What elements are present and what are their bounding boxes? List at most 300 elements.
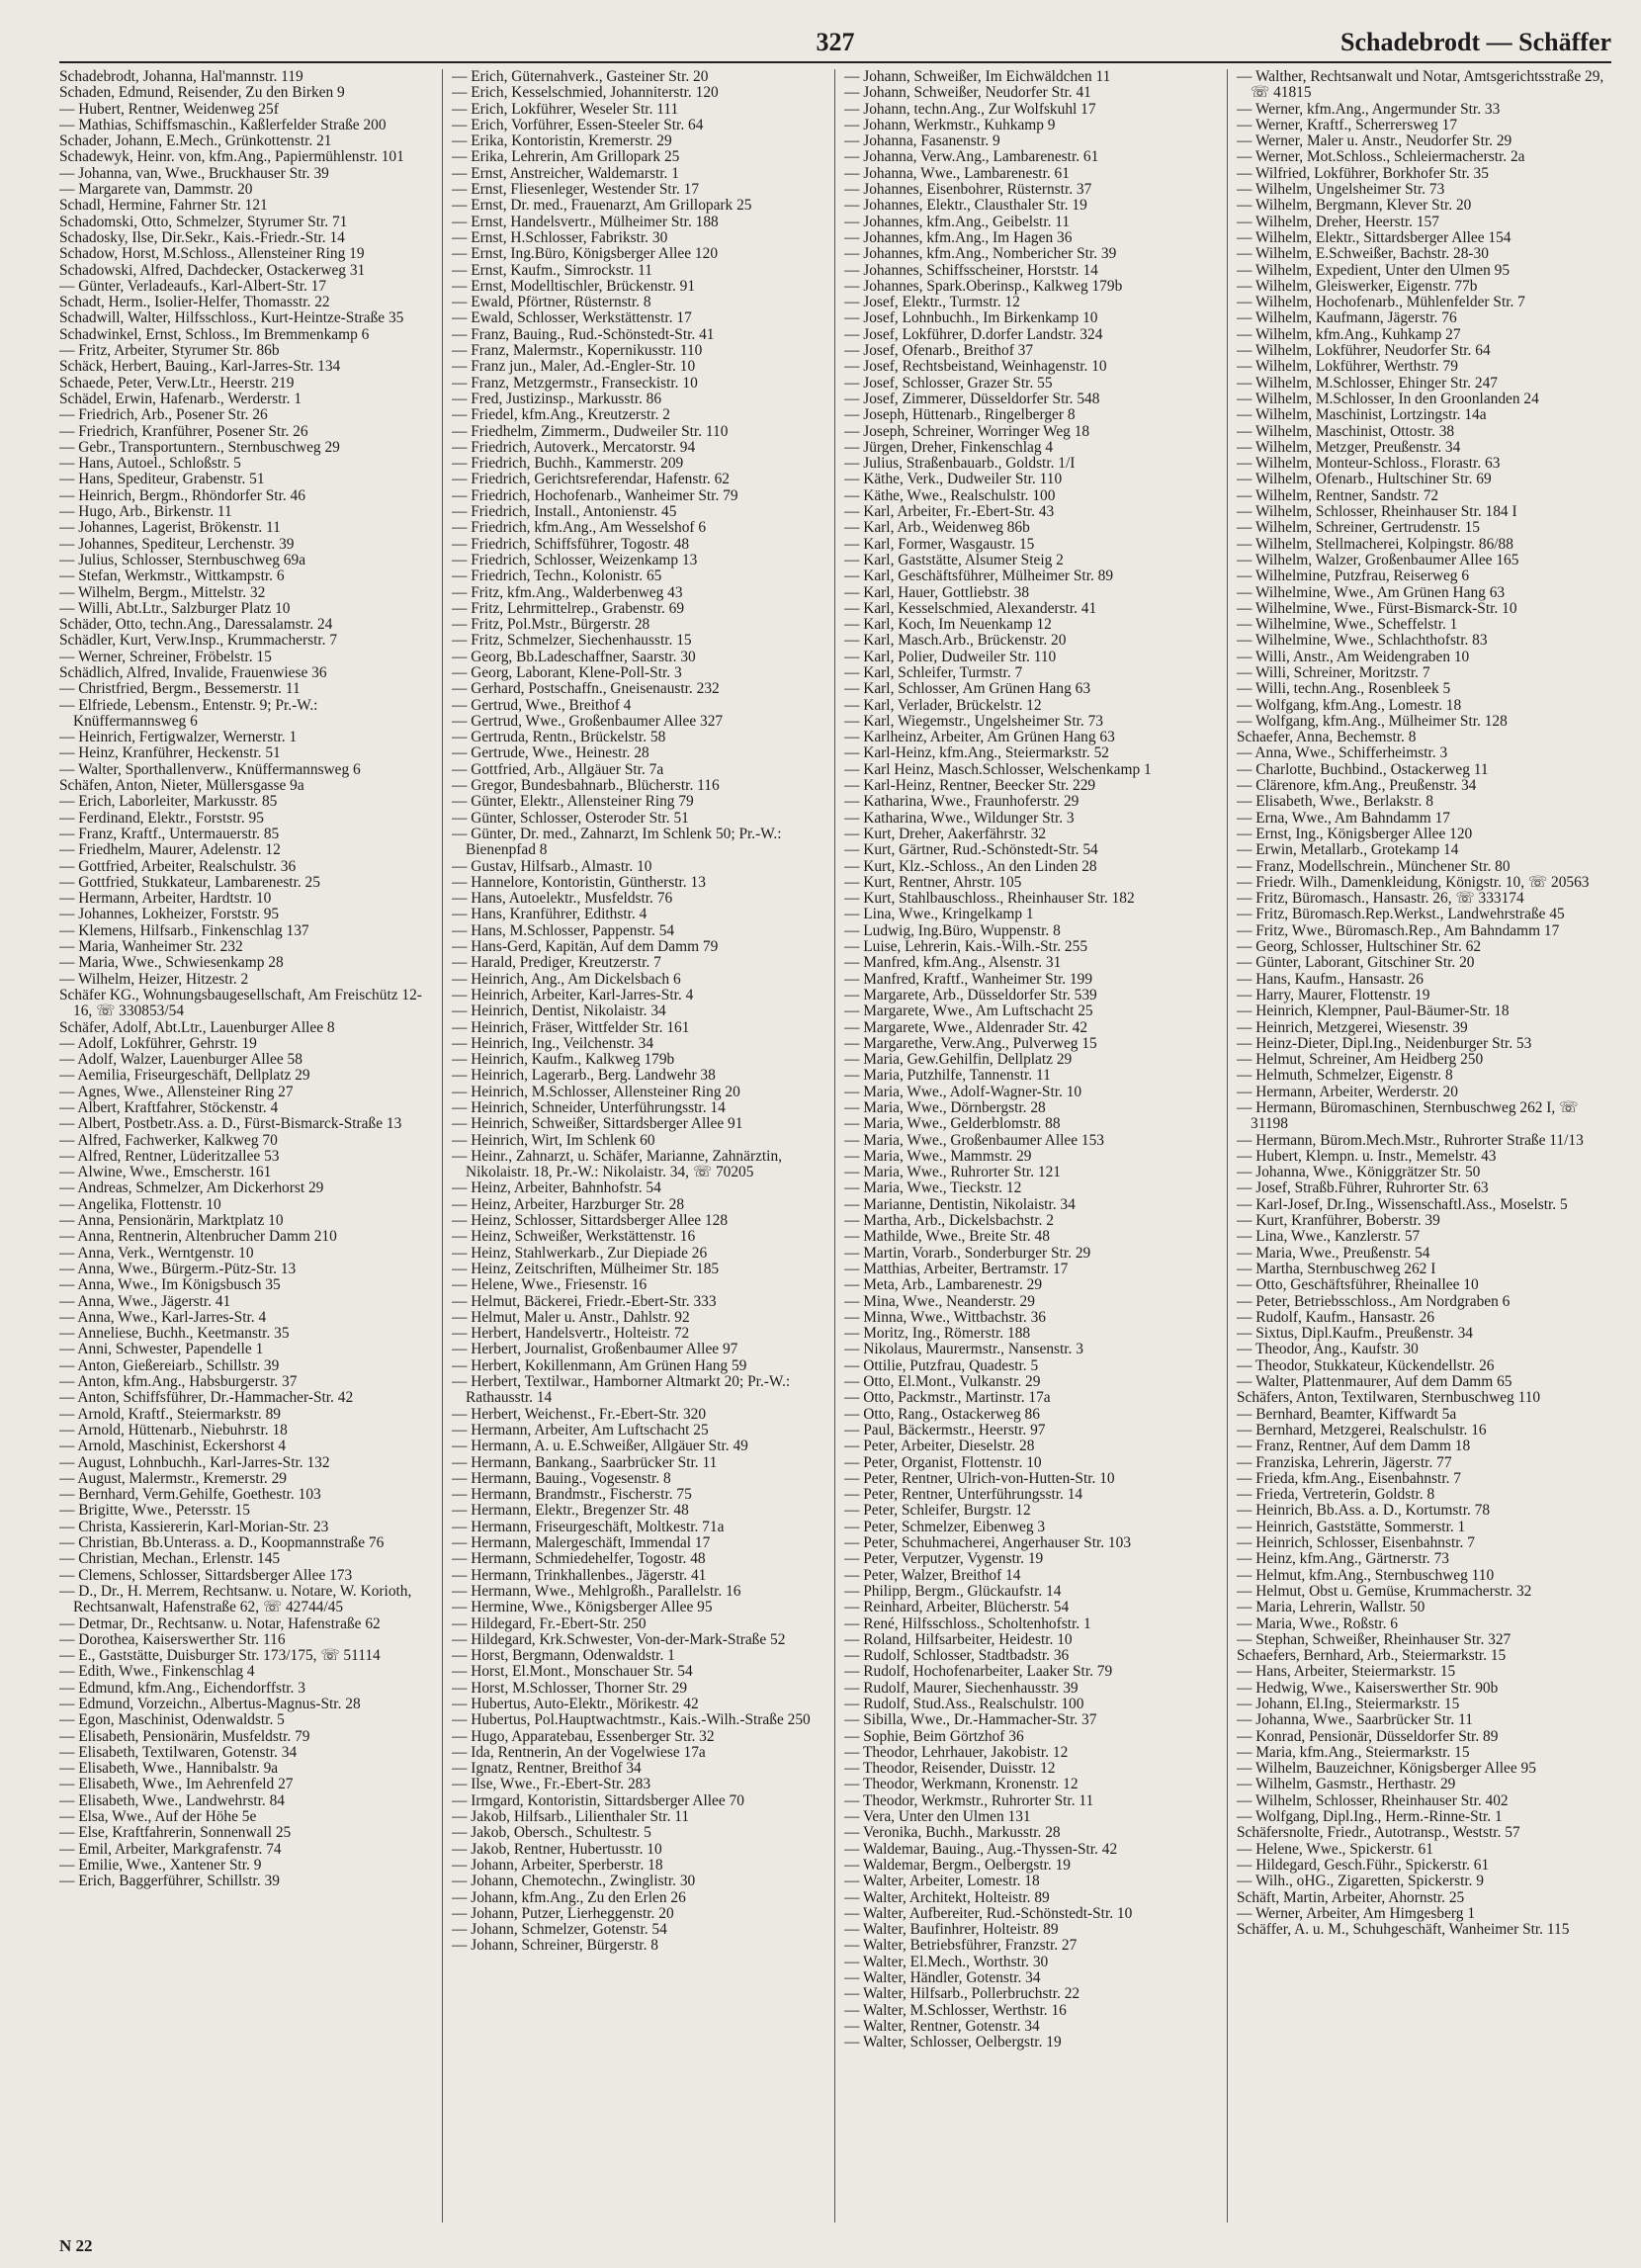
directory-entry: — Alwine, Wwe., Emscherstr. 161	[59, 1164, 272, 1181]
directory-entry: — Karl, Gaststätte, Alsumer Steig 2	[844, 551, 1064, 568]
directory-entry: — Theodor, Ang., Kaufstr. 30	[1237, 1341, 1419, 1358]
directory-entry: Schäfen, Anton, Nieter, Müllersgasse 9a	[59, 777, 304, 795]
directory-entry: — Edith, Wwe., Finkenschlag 4	[59, 1663, 255, 1681]
printer-signature: N 22	[59, 2236, 93, 2255]
directory-column-2	[452, 69, 824, 2223]
directory-entry: — Herbert, Textilwar., Hamborner Altmarkt 20; Pr.-W.: Rathausstr. 14	[452, 1373, 791, 1407]
directory-entry: — Jürgen, Dreher, Finkenschlag 4	[844, 438, 1054, 456]
directory-entry: — Wilhelm, Schlosser, Rheinhauser Str. 402	[1237, 1791, 1509, 1809]
directory-entry: — Herbert, Handelsvertr., Holteistr. 72	[452, 1325, 690, 1343]
directory-entry: — Elisabeth, Wwe., Berlakstr. 8	[1237, 793, 1433, 811]
directory-entry: — Ernst, Fliesenleger, Westender Str. 17	[452, 181, 700, 199]
directory-entry: — Franz, Modellschrein., Münchener Str. 80	[1237, 857, 1511, 875]
directory-entry: — Erwin, Metallarb., Grotekamp 14	[1237, 841, 1459, 859]
directory-entry: Schäft, Martin, Arbeiter, Ahornstr. 25	[1237, 1888, 1465, 1906]
directory-entry: — Wilhelm, Rentner, Sandstr. 72	[1237, 486, 1439, 504]
directory-entry: — Georg, Schlosser, Hultschiner Str. 62	[1237, 938, 1482, 956]
directory-entry: — Hermann, Arbeiter, Hardtstr. 10	[59, 890, 272, 908]
directory-entry: — Meta, Arb., Lambarenestr. 29	[844, 1276, 1043, 1294]
directory-entry: — Heinrich, Ang., Am Dickelsbach 6	[452, 970, 681, 988]
directory-column-4	[1237, 69, 1609, 2223]
directory-entry: — Friedrich, Buchh., Kammerstr. 209	[452, 455, 684, 473]
directory-entry: — Hans, Kaufm., Hansastr. 26	[1237, 970, 1424, 988]
directory-entry: — Walter, M.Schlosser, Werthstr. 16	[844, 2001, 1067, 2019]
directory-entry: — Karl-Heinz, Rentner, Beecker Str. 229	[844, 777, 1096, 795]
directory-entry: — Anton, Gießereiarb., Schillstr. 39	[59, 1356, 280, 1374]
directory-entry: — Harald, Prediger, Kreutzerstr. 7	[452, 954, 661, 972]
directory-entry: — Rudolf, Hochofenarbeiter, Laaker Str. 79	[844, 1663, 1113, 1681]
directory-entry: — Johanna, Verw.Ang., Lambarenestr. 61	[844, 148, 1099, 166]
directory-entry: — Hermann, Wwe., Mehlgroßh., Parallelstr. 16	[452, 1582, 741, 1600]
directory-entry: — Franz, Kraftf., Untermauerstr. 85	[59, 825, 280, 842]
directory-entry: — Heinrich, Lagerarb., Berg. Landwehr 38	[452, 1067, 716, 1085]
directory-entry: — Klemens, Hilfsarb., Finkenschlag 137	[59, 921, 309, 939]
directory-entry: — Erich, Güternahverk., Gasteiner Str. 20	[452, 69, 709, 85]
directory-entry: — Lina, Wwe., Kanzlerstr. 57	[1237, 1228, 1421, 1246]
directory-entry: — Walther, Rechtsanwalt und Notar, Amtsgerichtsstraße 29, ☏ 41815	[1237, 69, 1604, 102]
directory-entry: — Fritz, Büromasch., Hansastr. 26, ☏ 333174	[1237, 890, 1524, 908]
directory-entry: — Wolfgang, kfm.Ang., Lomestr. 18	[1237, 696, 1462, 714]
directory-entry: — Günter, Dr. med., Zahnarzt, Im Schlenk 50; Pr.-W.: Bienenpfad 8	[452, 825, 782, 859]
directory-entry: — Wilhelm, Bergm., Mittelstr. 32	[59, 583, 266, 601]
directory-entry: — Martha, Arb., Dickelsbachstr. 2	[844, 1212, 1055, 1230]
directory-entry: — Johannes, Lagerist, Brökenstr. 11	[59, 519, 281, 537]
directory-entry: — Margarete van, Dammstr. 20	[59, 181, 253, 199]
directory-entry: Schadwill, Walter, Hilfsschloss., Kurt-Heintze-Straße 35	[59, 309, 404, 327]
directory-entry: — Anna, Wwe., Bürgerm.-Pütz-Str. 13	[59, 1260, 297, 1277]
directory-entry: — Maria, Wwe., Schwiesenkamp 28	[59, 954, 284, 972]
directory-entry: — Peter, Organist, Flottenstr. 10	[844, 1453, 1042, 1471]
directory-entry: — Johanna, van, Wwe., Bruckhauser Str. 39	[59, 164, 329, 182]
directory-entry: — Ernst, Modelltischler, Brückenstr. 91	[452, 277, 696, 295]
directory-entry: — Hubertus, Auto-Elektr., Mörikestr. 42	[452, 1695, 699, 1712]
directory-entry: — Stephan, Schweißer, Rheinhauser Str. 327	[1237, 1630, 1511, 1648]
directory-entry: — Wilhelm, Elektr., Sittardsberger Allee 154	[1237, 228, 1511, 246]
directory-entry: — Elisabeth, Wwe., Im Aehrenfeld 27	[59, 1776, 294, 1793]
directory-entry: — Katharina, Wwe., Wildunger Str. 3	[844, 809, 1075, 827]
directory-entry: — Helmut, kfm.Ang., Sternbuschweg 110	[1237, 1566, 1495, 1584]
directory-entry: — Friedrich, Schlosser, Weizenkamp 13	[452, 551, 698, 568]
directory-entry: — Josef, Elektr., Turmstr. 12	[844, 294, 1020, 311]
directory-entry: — Gregor, Bundesbahnarb., Blücherstr. 116	[452, 777, 720, 795]
directory-entry: — Mina, Wwe., Neanderstr. 29	[844, 1292, 1035, 1310]
directory-entry: — Herbert, Weichenst., Fr.-Ebert-Str. 320	[452, 1405, 707, 1423]
directory-entry: — Franz, Bauing., Rud.-Schönstedt-Str. 41	[452, 325, 715, 343]
directory-entry: — Charlotte, Buchbind., Ostackerweg 11	[1237, 760, 1489, 778]
directory-entry: — Karl, Arbeiter, Fr.-Ebert-Str. 43	[844, 503, 1055, 521]
directory-entry: — Wilhelm, Heizer, Hitzestr. 2	[59, 970, 249, 988]
directory-entry: — Willi, Schreiner, Moritzstr. 7	[1237, 663, 1430, 681]
directory-entry: — Karl, Verlader, Brückelstr. 12	[844, 696, 1042, 714]
directory-entry: — Margarethe, Verw.Ang., Pulverweg 15	[844, 1034, 1097, 1052]
directory-entry: Schadomski, Otto, Schmelzer, Styrumer Str. 71	[59, 213, 348, 230]
directory-entry: — Friedrich, kfm.Ang., Am Wesselshof 6	[452, 519, 707, 537]
directory-entry: — Kurt, Gärtner, Rud.-Schönstedt-Str. 54	[844, 841, 1098, 859]
directory-entry: — Ilse, Wwe., Fr.-Ebert-Str. 283	[452, 1776, 651, 1793]
directory-entry: — Johann, kfm.Ang., Zu den Erlen 26	[452, 1888, 686, 1906]
directory-entry: — Alfred, Fachwerker, Kalkweg 70	[59, 1131, 278, 1149]
directory-entry: — Hans, Autoel., Schloßstr. 5	[59, 455, 241, 473]
directory-entry: — Peter, Rentner, Ulrich-von-Hutten-Str. 10	[844, 1469, 1115, 1487]
directory-entry: — Wilhelm, Lokführer, Neudorfer Str. 64	[1237, 342, 1491, 360]
directory-entry: — Werner, Schreiner, Fröbelstr. 15	[59, 648, 272, 665]
directory-entry: — Theodor, Werkmann, Kronenstr. 12	[844, 1776, 1079, 1793]
directory-entry: — Ernst, H.Schlosser, Fabrikstr. 30	[452, 228, 668, 246]
directory-entry: — Philipp, Bergm., Glückaufstr. 14	[844, 1582, 1062, 1600]
directory-entry: — Emilie, Wwe., Xantener Str. 9	[59, 1856, 262, 1874]
directory-entry: — Friedrich, Hochofenarb., Wanheimer Str. 79	[452, 486, 738, 504]
directory-entry: — Julius, Schlosser, Sternbuschweg 69a	[59, 551, 306, 568]
directory-entry: — Hans, Autoelektr., Musfeldstr. 76	[452, 890, 673, 908]
directory-entry: — Johann, Schmelzer, Gotenstr. 54	[452, 1921, 667, 1939]
directory-entry: — Wilhelm, Stellmacherei, Kolpingstr. 86/88	[1237, 535, 1513, 553]
directory-entry: — Hermann, Arbeiter, Werderstr. 20	[1237, 1083, 1458, 1100]
directory-entry: — Franziska, Lehrerin, Jägerstr. 77	[1237, 1453, 1452, 1471]
directory-entry: — Heinz, Schlosser, Sittardsberger Allee 128	[452, 1212, 729, 1230]
directory-entry: — Veronika, Buchh., Markusstr. 28	[844, 1824, 1061, 1842]
directory-entry: — Maria, Wanheimer Str. 232	[59, 938, 243, 956]
directory-entry: — Karl, Schleifer, Turmstr. 7	[844, 663, 1023, 681]
directory-entry: — Ignatz, Rentner, Breithof 34	[452, 1760, 642, 1778]
directory-entry: — Werner, Arbeiter, Am Himgesberg 1	[1237, 1904, 1476, 1922]
directory-entry: — Horst, M.Schlosser, Thorner Str. 29	[452, 1679, 688, 1697]
directory-entry: — Rudolf, Kaufm., Hansastr. 26	[1237, 1308, 1435, 1326]
directory-entry: — Rudolf, Schlosser, Stadtbadstr. 36	[844, 1647, 1070, 1665]
directory-entry: — Gebr., Transportuntern., Sternbuschweg 29	[59, 438, 340, 456]
directory-entry: — Wilhelm, Gleiswerker, Eigenstr. 77b	[1237, 277, 1478, 295]
directory-entry: — Hermann, A. u. E.Schweißer, Allgäuer Str. 49	[452, 1438, 748, 1455]
directory-entry: — Werner, Mot.Schloss., Schleiermacherstr. 2a	[1237, 148, 1525, 166]
directory-entry: — Heinrich, Ing., Veilchenstr. 34	[452, 1034, 654, 1052]
directory-entry: — Hermann, Elektr., Bregenzer Str. 48	[452, 1502, 689, 1520]
directory-entry: — Aemilia, Friseurgeschäft, Dellplatz 29	[59, 1067, 310, 1085]
directory-entry: — Ernst, Ing.Büro, Königsberger Allee 120	[452, 245, 719, 263]
directory-entry: — Fritz, Büromasch.Rep.Werkst., Landwehrstraße 45	[1237, 906, 1565, 923]
directory-entry: — Erich, Kesselschmied, Johanniterstr. 120	[452, 84, 719, 102]
directory-entry: — Joseph, Schreiner, Worringer Weg 18	[844, 422, 1090, 440]
directory-entry: — Hermann, Friseurgeschäft, Moltkestr. 71a	[452, 1518, 725, 1535]
directory-entry: — Peter, Arbeiter, Dieselstr. 28	[844, 1438, 1035, 1455]
directory-entry: — Theodor, Reisender, Duisstr. 12	[844, 1760, 1056, 1778]
directory-entry: Schader, Johann, E.Mech., Grünkottenstr. 21	[59, 132, 332, 150]
directory-entry: — Gertrude, Wwe., Heinestr. 28	[452, 744, 649, 762]
directory-entry: — Nikolaus, Maurermstr., Nansenstr. 3	[844, 1341, 1083, 1358]
directory-entry: — Johanna, Wwe., Saarbrücker Str. 11	[1237, 1711, 1473, 1729]
directory-entry: — Hugo, Arb., Birkenstr. 11	[59, 503, 232, 521]
directory-entry: — Wilhelm, M.Schlosser, Ehinger Str. 247	[1237, 374, 1498, 392]
directory-entry: — Friedhelm, Maurer, Adelenstr. 12	[59, 841, 281, 859]
directory-entry: — Hermann, Brandmstr., Fischerstr. 75	[452, 1486, 692, 1504]
directory-column-3	[844, 69, 1217, 2223]
directory-entry: — Johann, Werkmstr., Kuhkamp 9	[844, 116, 1056, 133]
directory-entry: — Arnold, Hüttenarb., Niebuhrstr. 18	[59, 1421, 288, 1439]
directory-entry: — Johannes, Schiffsscheiner, Horststr. 14	[844, 261, 1098, 279]
directory-entry: — Walter, Rentner, Gotenstr. 34	[844, 2017, 1040, 2035]
directory-entry: — Luise, Lehrerin, Kais.-Wilh.-Str. 255	[844, 938, 1088, 956]
directory-entry: — Emil, Arbeiter, Markgrafenstr. 74	[59, 1840, 282, 1858]
directory-entry: — Heinrich, Klempner, Paul-Bäumer-Str. 18	[1237, 1003, 1510, 1020]
directory-entry: — Helmut, Bäckerei, Friedr.-Ebert-Str. 333	[452, 1292, 717, 1310]
directory-entry: — Hermann, Arbeiter, Am Luftschacht 25	[452, 1421, 709, 1439]
directory-entry: Schäfersnolte, Friedr., Autotransp., Weststr. 57	[1237, 1824, 1520, 1842]
directory-entry: — Heinr., Zahnarzt, u. Schäfer, Marianne, Zahnärztin, Nikolaistr. 18, Pr.-W.: Nikolaistr. 34, ☏ 70205	[452, 1147, 782, 1181]
directory-entry: — Waldemar, Bauing., Aug.-Thyssen-Str. 42	[844, 1840, 1118, 1858]
directory-entry: — Wilhelm, Gasmstr., Herthastr. 29	[1237, 1776, 1456, 1793]
directory-entry: — Wolfgang, kfm.Ang., Mülheimer Str. 128	[1237, 712, 1508, 730]
directory-entry: — Jakob, Obersch., Schultestr. 5	[452, 1824, 651, 1842]
directory-entry: — Herbert, Journalist, Großenbaumer Allee 97	[452, 1341, 738, 1358]
directory-entry: — Marianne, Dentistin, Nikolaistr. 34	[844, 1195, 1076, 1213]
directory-entry: Schäfer, Adolf, Abt.Ltr., Lauenburger Allee 8	[59, 1018, 335, 1036]
directory-entry: — Christa, Kassiererin, Karl-Morian-Str. 23	[59, 1518, 329, 1535]
directory-entry: — Ernst, Dr. med., Frauenarzt, Am Grillopark 25	[452, 197, 752, 215]
directory-entry: — Heinrich, Wirt, Im Schlenk 60	[452, 1131, 655, 1149]
directory-entry: — Wilhelmine, Wwe., Am Grünen Hang 63	[1237, 583, 1506, 601]
directory-entry: — Else, Kraftfahrerin, Sonnenwall 25	[59, 1824, 292, 1842]
directory-entry: — Lina, Wwe., Kringelkamp 1	[844, 906, 1034, 923]
directory-entry: Schädler, Kurt, Verw.Insp., Krummacherstr. 7	[59, 632, 338, 650]
directory-entry: — Wilhelmine, Wwe., Fürst-Bismarck-Str. 10	[1237, 599, 1517, 617]
directory-entry: — Karl Heinz, Masch.Schlosser, Welschenkamp 1	[844, 760, 1152, 778]
directory-entry: Schadosky, Ilse, Dir.Sekr., Kais.-Friedr.-Str. 14	[59, 228, 345, 246]
directory-entry: — Wilh., oHG., Zigaretten, Spickerstr. 9	[1237, 1873, 1485, 1890]
directory-entry: — Karl, Arb., Weidenweg 86b	[844, 519, 1030, 537]
directory-entry: — Heinz, kfm.Ang., Gärtnerstr. 73	[1237, 1550, 1449, 1568]
directory-entry: — D., Dr., H. Merrem, Rechtsanw. u. Notare, W. Korioth, Rechtsanwalt, Hafenstraße 62, ☏ 42744/45	[59, 1582, 412, 1616]
directory-entry: — Ludwig, Ing.Büro, Wuppenstr. 8	[844, 921, 1061, 939]
directory-entry: — Wilhelm, Bergmann, Klever Str. 20	[1237, 197, 1472, 215]
directory-entry: — Walter, Baufinhrer, Holteistr. 89	[844, 1921, 1059, 1939]
directory-entry: — Walter, Hilfsarb., Pollerbruchstr. 22	[844, 1985, 1080, 2003]
directory-entry: — Hermann, Bauing., Vogesenstr. 8	[452, 1469, 671, 1487]
directory-entry: — Paul, Bäckermstr., Heerstr. 97	[844, 1421, 1046, 1439]
directory-entry: — Wilhelm, Schreiner, Gertrudenstr. 15	[1237, 519, 1480, 537]
directory-entry: — Heinz, Arbeiter, Harzburger Str. 28	[452, 1195, 685, 1213]
directory-entry: — Kurt, Klz.-Schloss., An den Linden 28	[844, 857, 1097, 875]
directory-entry: — Maria, Wwe., Adolf-Wagner-Str. 10	[844, 1083, 1082, 1100]
directory-entry: — Heinz, Schweißer, Werkstättenstr. 16	[452, 1228, 696, 1246]
directory-entry: — Waldemar, Bergm., Oelbergstr. 19	[844, 1856, 1071, 1874]
directory-entry: — Christian, Bb.Unterass. a. D., Koopmannstraße 76	[59, 1534, 385, 1552]
directory-entry: Schädlich, Alfred, Invalide, Frauenwiese 36	[59, 663, 327, 681]
directory-entry: — Heinz, Kranführer, Heckenstr. 51	[59, 744, 281, 762]
directory-entry: — Hermann, Bankang., Saarbrücker Str. 11	[452, 1453, 718, 1471]
directory-entry: — Johann, Schweißer, Im Eichwäldchen 11	[844, 69, 1111, 85]
directory-entry: — Walter, Arbeiter, Lomestr. 18	[844, 1873, 1040, 1890]
directory-entry: — Josef, Ofenarb., Breithof 37	[844, 342, 1034, 360]
directory-entry: Schadwinkel, Ernst, Schloss., Im Bremmenkamp 6	[59, 325, 370, 343]
directory-entry: — Wilhelm, E.Schweißer, Bachstr. 28-30	[1237, 245, 1489, 263]
directory-entry: — Walter, Betriebsführer, Franzstr. 27	[844, 1937, 1078, 1955]
directory-entry: — Anna, Wwe., Schifferheimstr. 3	[1237, 744, 1448, 762]
directory-entry: — Kurt, Rentner, Ahrstr. 105	[844, 873, 1022, 891]
directory-entry: — Otto, El.Mont., Vulkanstr. 29	[844, 1373, 1041, 1391]
directory-entry: — Hubert, Rentner, Weidenweg 25f	[59, 100, 279, 118]
directory-entry: — Brigitte, Wwe., Petersstr. 15	[59, 1502, 250, 1520]
header-rule	[59, 61, 1611, 63]
directory-entry: — Wilhelm, Ofenarb., Hultschiner Str. 69	[1237, 471, 1492, 488]
directory-entry: — Walter, Plattenmaurer, Auf dem Damm 65	[1237, 1373, 1512, 1391]
directory-entry: — Detmar, Dr., Rechtsanw. u. Notar, Hafenstraße 62	[59, 1614, 381, 1632]
directory-entry: — Franz, Rentner, Auf dem Damm 18	[1237, 1438, 1471, 1455]
directory-entry: — Elisabeth, Wwe., Landwehrstr. 84	[59, 1791, 285, 1809]
directory-entry: — Josef, Schlosser, Grazer Str. 55	[844, 374, 1053, 392]
directory-entry: — Karl, Polier, Dudweiler Str. 110	[844, 648, 1057, 665]
directory-entry: — Heinrich, Schweißer, Sittardsberger Allee 91	[452, 1115, 743, 1133]
directory-entry: — Elisabeth, Pensionärin, Musfeldstr. 79	[59, 1727, 310, 1745]
directory-entry: — Maria, Wwe., Ruhrorter Str. 121	[844, 1164, 1061, 1181]
directory-entry: — Johann, Schweißer, Neudorfer Str. 41	[844, 84, 1091, 102]
directory-entry: Schäder, Otto, techn.Ang., Daressalamstr. 24	[59, 616, 333, 634]
directory-entry: — Günter, Schlosser, Osteroder Str. 51	[452, 809, 689, 827]
directory-entry: — Friedhelm, Zimmerm., Dudweiler Str. 110	[452, 422, 729, 440]
directory-entry: — Erika, Lehrerin, Am Grillopark 25	[452, 148, 680, 166]
directory-entry: — Hans, M.Schlosser, Pappenstr. 54	[452, 921, 675, 939]
directory-entry: — Julius, Straßenbauarb., Goldstr. 1/I	[844, 455, 1076, 473]
directory-entry: — Otto, Rang., Ostackerweg 86	[844, 1405, 1040, 1423]
directory-entry: — Maria, Putzhilfe, Tannenstr. 11	[844, 1067, 1051, 1085]
directory-entry: — Franz, Metzgermstr., Franseckistr. 10	[452, 374, 698, 392]
directory-entry: — Johann, Arbeiter, Sperberstr. 18	[452, 1856, 663, 1874]
directory-entry: — Wilhelmine, Wwe., Schlachthofstr. 83	[1237, 632, 1488, 650]
directory-entry: — Edmund, Vorzeichn., Albertus-Magnus-Str. 28	[59, 1695, 361, 1712]
directory-entry: — Helene, Wwe., Friesenstr. 16	[452, 1276, 648, 1294]
directory-entry: — Anna, Verk., Werntgenstr. 10	[59, 1244, 254, 1262]
directory-entry: — Johannes, kfm.Ang., Geibelstr. 11	[844, 213, 1071, 230]
directory-entry: — Karl, Geschäftsführer, Mülheimer Str. 89	[844, 567, 1114, 585]
directory-entry: — Johann, Schreiner, Bürgerstr. 8	[452, 1937, 658, 1955]
directory-entry: — Wolfgang, Dipl.Ing., Herm.-Rinne-Str. 1	[1237, 1808, 1503, 1826]
directory-entry: — Peter, Rentner, Unterführungsstr. 14	[844, 1486, 1083, 1504]
directory-entry: — Maria, Wwe., Dörnbergstr. 28	[844, 1099, 1046, 1116]
directory-entry: — Franz, Malermstr., Kopernikusstr. 110	[452, 342, 703, 360]
directory-entry: — Kurt, Dreher, Aakerfährstr. 32	[844, 825, 1047, 842]
directory-entry: — Helmuth, Schmelzer, Eigenstr. 8	[1237, 1067, 1453, 1085]
directory-columns	[59, 69, 1611, 2223]
directory-entry: — Karl, Masch.Arb., Brückenstr. 20	[844, 632, 1067, 650]
directory-entry: — Wilhelm, kfm.Ang., Kuhkamp 27	[1237, 325, 1461, 343]
directory-entry: — August, Malermstr., Kremerstr. 29	[59, 1469, 287, 1487]
directory-entry: — Ernst, Ing., Königsberger Allee 120	[1237, 825, 1473, 842]
directory-entry: — Otto, Packmstr., Martinstr. 17a	[844, 1389, 1051, 1407]
directory-entry: — Herbert, Kokillenmann, Am Grünen Hang 59	[452, 1356, 747, 1374]
directory-entry: — Maria, Wwe., Mammstr. 29	[844, 1147, 1032, 1165]
directory-entry: — Wilhelm, Lokführer, Werthstr. 79	[1237, 358, 1458, 376]
directory-entry: — Heinz, Arbeiter, Bahnhofstr. 54	[452, 1179, 661, 1197]
directory-entry: Schadowski, Alfred, Dachdecker, Ostackerweg 31	[59, 261, 366, 279]
directory-entry: — Johann, techn.Ang., Zur Wolfskuhl 17	[844, 100, 1096, 118]
directory-entry: — Willi, techn.Ang., Rosenbleek 5	[1237, 680, 1451, 698]
directory-entry: — Josef, Lohnbuchh., Im Birkenkamp 10	[844, 309, 1098, 327]
directory-entry: — Walter, Händler, Gotenstr. 34	[844, 1969, 1041, 1987]
directory-entry: — Wilhelmine, Wwe., Scheffelstr. 1	[1237, 616, 1458, 634]
directory-entry: — Margarete, Wwe., Aldenrader Str. 42	[844, 1018, 1088, 1036]
directory-entry: Schäffer, A. u. M., Schuhgeschäft, Wanheimer Str. 115	[1237, 1921, 1570, 1939]
directory-entry: — Josef, Rechtsbeistand, Weinhagenstr. 10	[844, 358, 1107, 376]
directory-entry: — Walter, Architekt, Holteistr. 89	[844, 1888, 1050, 1906]
directory-entry: — Willi, Anstr., Am Weidengraben 10	[1237, 648, 1470, 665]
directory-entry: — Maria, Wwe., Großenbaumer Allee 153	[844, 1131, 1104, 1149]
directory-entry: — Peter, Schmelzer, Eibenweg 3	[844, 1518, 1046, 1535]
directory-entry: — Arnold, Kraftf., Steiermarkstr. 89	[59, 1405, 281, 1423]
directory-entry: — Maria, Wwe., Tieckstr. 12	[844, 1179, 1022, 1197]
directory-entry: Schadt, Herm., Isolier-Helfer, Thomasstr. 22	[59, 294, 330, 311]
directory-entry: — Katharina, Wwe., Fraunhoferstr. 29	[844, 793, 1080, 811]
directory-entry: — Mathias, Schiffsmaschin., Kaßlerfelder Straße 200	[59, 116, 387, 133]
directory-entry: Schädel, Erwin, Hafenarb., Werderstr. 1	[59, 390, 302, 407]
directory-entry: — Gottfried, Arb., Allgäuer Str. 7a	[452, 760, 664, 778]
directory-entry: — Karl, Former, Wasgaustr. 15	[844, 535, 1035, 553]
directory-entry: — Peter, Schuhmacherei, Angerhauser Str. 103	[844, 1534, 1132, 1552]
directory-column-1	[59, 69, 432, 2223]
directory-entry: — Wilhelm, Kaufmann, Jägerstr. 76	[1237, 309, 1457, 327]
directory-entry: — Kurt, Kranführer, Boberstr. 39	[1237, 1212, 1440, 1230]
directory-entry: Schäfer KG., Wohnungsbaugesellschaft, Am Freischütz 12-16, ☏ 330853/54	[59, 986, 422, 1020]
directory-entry: — Heinrich, Arbeiter, Karl-Jarres-Str. 4	[452, 986, 694, 1003]
directory-entry: — Ottilie, Putzfrau, Quadestr. 5	[844, 1356, 1039, 1374]
directory-entry: — Georg, Bb.Ladeschaffner, Saarstr. 30	[452, 648, 696, 665]
directory-entry: — Gertruda, Rentn., Brückelstr. 58	[452, 729, 666, 746]
directory-entry: — Hannelore, Kontoristin, Güntherstr. 13	[452, 873, 706, 891]
directory-entry: Schadow, Horst, M.Schloss., Allensteiner Ring 19	[59, 245, 365, 263]
directory-entry: — Gertrud, Wwe., Großenbaumer Allee 327	[452, 712, 724, 730]
directory-entry: — Hans, Spediteur, Grabenstr. 51	[59, 471, 265, 488]
directory-entry: Schaefers, Bernhard, Arb., Steiermarkstr. 15	[1237, 1647, 1507, 1665]
directory-entry: — Maria, Wwe., Gelderblomstr. 88	[844, 1115, 1061, 1133]
directory-entry: — Heinrich, Kaufm., Kalkweg 179b	[452, 1051, 675, 1069]
directory-entry: — Johanna, Fasanenstr. 9	[844, 132, 1000, 150]
directory-entry: — Günter, Laborant, Gitschiner Str. 20	[1237, 954, 1475, 972]
directory-entry: — Anton, kfm.Ang., Habsburgerstr. 37	[59, 1373, 298, 1391]
directory-entry: — Peter, Verputzer, Vygenstr. 19	[844, 1550, 1044, 1568]
directory-entry: — Otto, Geschäftsführer, Rheinallee 10	[1237, 1276, 1479, 1294]
directory-entry: — Hermine, Wwe., Königsberger Allee 95	[452, 1599, 713, 1616]
directory-entry: — Adolf, Lokführer, Gehrstr. 19	[59, 1034, 257, 1052]
directory-entry: — Bernhard, Beamter, Kiffwardt 5a	[1237, 1405, 1457, 1423]
directory-entry: — Maria, kfm.Ang., Steiermarkstr. 15	[1237, 1743, 1470, 1761]
directory-entry: — Johannes, kfm.Ang., Im Hagen 36	[844, 228, 1073, 246]
directory-entry: Schadl, Hermine, Fahrner Str. 121	[59, 197, 268, 215]
directory-entry: — Gertrud, Wwe., Breithof 4	[452, 696, 632, 714]
directory-entry: — Friedr. Wilh., Damenkleidung, Königstr. 10, ☏ 20563	[1237, 873, 1590, 891]
directory-entry: — Willi, Abt.Ltr., Salzburger Platz 10	[59, 599, 291, 617]
directory-entry: — Johannes, Lokheizer, Forststr. 95	[59, 906, 280, 923]
directory-entry: — Joseph, Hüttenarb., Ringelberger 8	[844, 406, 1076, 424]
directory-entry: — Hugo, Apparatebau, Essenberger Str. 32	[452, 1727, 715, 1745]
directory-entry: — Horst, Bergmann, Odenwaldstr. 1	[452, 1647, 675, 1665]
directory-entry: — Hermann, Büromaschinen, Sternbuschweg 262 I, ☏ 31198	[1237, 1099, 1579, 1133]
directory-entry: — Johannes, kfm.Ang., Nombericher Str. 39	[844, 245, 1117, 263]
directory-entry: — Fritz, kfm.Ang., Walderbenweg 43	[452, 583, 683, 601]
directory-entry: Schaefer, Anna, Bechemstr. 8	[1237, 729, 1417, 746]
directory-entry: — Martin, Vorarb., Sonderburger Str. 29	[844, 1244, 1091, 1262]
directory-entry: — Hermann, Malergeschäft, Immendal 17	[452, 1534, 711, 1552]
directory-entry: — Elisabeth, Wwe., Hannibalstr. 9a	[59, 1760, 279, 1778]
directory-entry: — Johannes, Elektr., Clausthaler Str. 19	[844, 197, 1087, 215]
directory-entry: — Hermann, Bürom.Mech.Mstr., Ruhrorter Straße 11/13	[1237, 1131, 1584, 1149]
directory-entry: — Christfried, Bergm., Bessemerstr. 11	[59, 680, 301, 698]
directory-entry: — Elisabeth, Textilwaren, Gotenstr. 34	[59, 1743, 298, 1761]
directory-entry: — Jakob, Rentner, Hubertusstr. 10	[452, 1840, 662, 1858]
directory-entry: — Peter, Betriebsschloss., Am Nordgraben 6	[1237, 1292, 1511, 1310]
directory-entry: — Albert, Postbetr.Ass. a. D., Fürst-Bismarck-Straße 13	[59, 1115, 402, 1133]
directory-entry: — Walter, Sporthallenverw., Knüffermannsweg 6	[59, 760, 361, 778]
directory-entry: — Sophie, Beim Görtzhof 36	[844, 1727, 1024, 1745]
directory-entry: — Fritz, Wwe., Büromasch.Rep., Am Bahndamm 17	[1237, 921, 1560, 939]
directory-entry: — Karlheinz, Arbeiter, Am Grünen Hang 63	[844, 729, 1115, 746]
directory-entry: — Fred, Justizinsp., Markusstr. 86	[452, 390, 662, 407]
directory-entry: — Wilhelm, M.Schlosser, In den Groonlanden 24	[1237, 390, 1539, 407]
